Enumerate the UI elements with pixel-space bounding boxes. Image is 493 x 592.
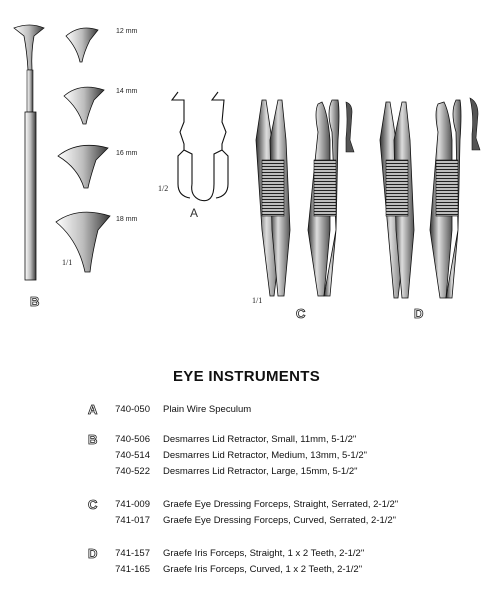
wire-speculum-drawing (172, 92, 228, 201)
dressing-forceps-straight-drawing (256, 100, 290, 296)
group-letter: C (88, 497, 98, 512)
catalog-row (0, 515, 493, 529)
catalog-description: Graefe Eye Dressing Forceps, Curved, Serrated, 2-1/2" (163, 515, 397, 526)
size-label-12mm: 12 mm (116, 28, 138, 35)
catalog-number: 741-157 (115, 548, 150, 559)
size-label-18mm: 18 mm (116, 216, 138, 223)
catalog-description: Graefe Eye Dressing Forceps, Straight, Serrated, 2-1/2" (163, 499, 399, 510)
catalog-description: Graefe Iris Forceps, Curved, 1 x 2 Teeth, 2-1/2" (163, 564, 363, 575)
desmarres-retractor-drawing (14, 25, 44, 280)
page-title: EYE INSTRUMENTS (172, 368, 320, 385)
figure-letter-c: C (296, 306, 306, 321)
catalog-row (0, 548, 493, 562)
figure-letter-b: B (30, 294, 40, 309)
catalog-number: 741-165 (115, 564, 150, 575)
catalog-number: 741-009 (115, 499, 150, 510)
catalog-number: 740-514 (115, 450, 150, 461)
group-letter: D (88, 546, 98, 561)
iris-forceps-curved-drawing (430, 98, 480, 298)
catalog-number: 740-522 (115, 466, 150, 477)
catalog-description: Desmarres Lid Retractor, Large, 15mm, 5-1/2" (163, 466, 358, 477)
catalog-row (0, 450, 493, 464)
scale-label-c: 1/1 (252, 296, 263, 305)
scale-label-a: 1/2 (158, 184, 169, 193)
catalog-description: Desmarres Lid Retractor, Medium, 13mm, 5-1/2" (163, 450, 367, 461)
catalog-description: Graefe Iris Forceps, Straight, 1 x 2 Teeth, 2-1/2" (163, 548, 365, 559)
catalog-number: 740-506 (115, 434, 150, 445)
size-label-14mm: 14 mm (116, 88, 138, 95)
catalog-description: Desmarres Lid Retractor, Small, 11mm, 5-1/2" (163, 434, 357, 445)
retractor-blade-16mm (58, 145, 108, 188)
catalog-row (0, 434, 493, 448)
figure-letter-a: A (190, 206, 199, 220)
retractor-blade-12mm (66, 28, 98, 62)
group-letter: A (88, 402, 98, 417)
scale-label-b: 1/1 (62, 258, 73, 267)
catalog-number: 740-050 (115, 404, 150, 415)
catalog-number: 741-017 (115, 515, 150, 526)
catalog-description: Plain Wire Speculum (163, 404, 252, 415)
catalog-row (0, 466, 493, 480)
group-letter: B (88, 432, 98, 447)
dressing-forceps-curved-drawing (308, 100, 354, 296)
iris-forceps-straight-drawing (380, 102, 414, 298)
catalog-row (0, 564, 493, 578)
catalog-row (0, 404, 493, 418)
catalog-row (0, 499, 493, 513)
retractor-blade-14mm (64, 87, 104, 124)
figure-letter-d: D (414, 306, 424, 321)
size-label-16mm: 16 mm (116, 150, 138, 157)
